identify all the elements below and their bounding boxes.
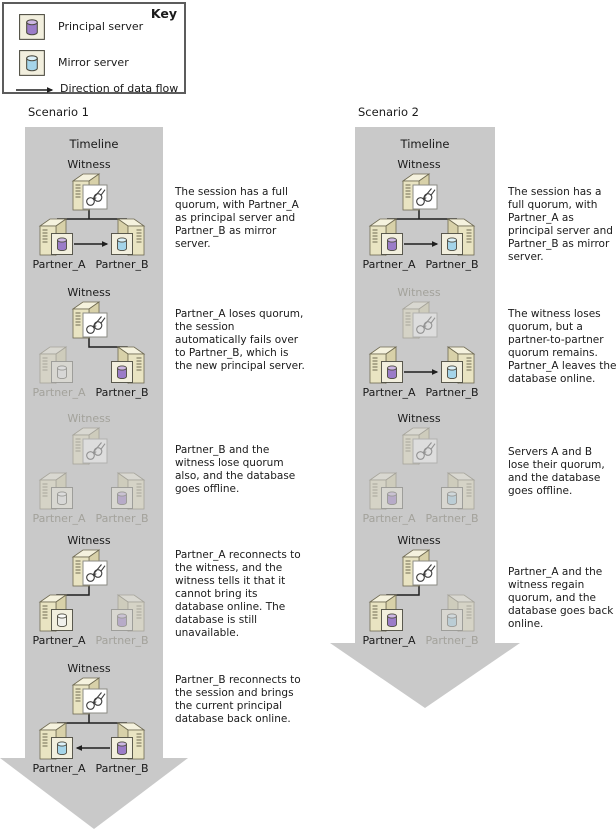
partner-b-icon — [112, 219, 145, 255]
witness-icon — [403, 174, 437, 210]
s1-stage3-diagram — [18, 412, 168, 524]
s1-stage5-diagram — [18, 662, 168, 774]
s1-stage1-description: The session has a full quorum, with Partner_A as principal server and Partner_B as mirror server. — [175, 186, 299, 250]
partner-a-icon — [40, 473, 73, 509]
s2-stage1-diagram — [348, 158, 498, 270]
partner-a-icon — [40, 219, 73, 255]
partner-b-icon — [442, 473, 475, 509]
partner-a-label: Partner_A — [32, 258, 86, 271]
partner-a-label: Partner_A — [362, 258, 416, 271]
witness-label: Witness — [397, 286, 441, 299]
witness-label: Witness — [397, 158, 441, 171]
partner-b-icon — [112, 595, 145, 631]
witness-icon — [403, 550, 437, 586]
witness-icon — [403, 302, 437, 338]
s1-stage2-diagram — [18, 286, 168, 398]
witness-icon — [73, 302, 107, 338]
scenario1-title: Scenario 1 — [28, 105, 89, 119]
partner-a-label: Partner_A — [32, 386, 86, 399]
partner-b-label: Partner_B — [95, 762, 149, 775]
mirror-server-label: Mirror server — [58, 56, 129, 69]
witness-label: Witness — [67, 534, 111, 547]
connector-lines — [57, 713, 127, 729]
s2-stage3-diagram — [348, 412, 498, 524]
partner-b-icon — [442, 347, 475, 383]
witness-label: Witness — [397, 412, 441, 425]
partner-b-label: Partner_B — [425, 386, 479, 399]
partner-a-icon — [370, 473, 403, 509]
mirror-server-icon — [18, 49, 46, 77]
connector-lines — [387, 209, 457, 225]
partner-a-label: Partner_A — [362, 386, 416, 399]
data-flow-label: Direction of data flow — [60, 82, 179, 95]
data-flow-arrow-icon — [14, 84, 60, 96]
partner-b-icon — [112, 347, 145, 383]
s2-stage4-description: Partner_A and the witness regain quorum, and the database goes back online. — [508, 566, 614, 630]
witness-label: Witness — [397, 534, 441, 547]
partner-b-label: Partner_B — [95, 258, 149, 271]
witness-label: Witness — [67, 412, 111, 425]
s2-stage4-diagram — [348, 534, 498, 646]
partner-a-label: Partner_A — [32, 762, 86, 775]
s1-stage4-diagram — [18, 534, 168, 646]
partner-b-label: Partner_B — [95, 512, 149, 525]
s1-stage4-description: Partner_A reconnects to the witness, and the witness tells it that it cannot bring its database online. The database is still unavailable. — [175, 549, 301, 639]
s2-stage1-description: The session has a full quorum, with Partner_A as principal server and Partner_B as mirror server. — [508, 186, 613, 263]
scenario1-timeline-label: Timeline — [69, 137, 119, 151]
witness-icon — [73, 174, 107, 210]
s2-stage3-description: Servers A and B lose their quorum, and the database goes offline. — [508, 446, 605, 497]
partner-a-icon — [370, 595, 403, 631]
witness-icon — [403, 428, 437, 464]
witness-label: Witness — [67, 158, 111, 171]
s1-stage2-description: Partner_A loses quorum, the session automatically fails over to Partner_B, which is the new principal server. — [175, 308, 305, 372]
witness-icon — [73, 550, 107, 586]
witness-label: Witness — [67, 662, 111, 675]
s2-stage2-diagram — [348, 286, 498, 398]
partner-a-icon — [40, 723, 73, 759]
partner-b-icon — [442, 219, 475, 255]
witness-icon — [73, 678, 107, 714]
principal-server-label: Principal server — [58, 20, 144, 33]
partner-a-label: Partner_A — [32, 512, 86, 525]
partner-b-icon — [112, 723, 145, 759]
s1-stage1-diagram — [18, 158, 168, 270]
partner-b-label: Partner_B — [425, 634, 479, 647]
key-title: Key — [150, 6, 177, 21]
partner-a-label: Partner_A — [362, 512, 416, 525]
partner-b-icon — [442, 595, 475, 631]
key-legend — [2, 2, 186, 94]
partner-a-icon — [370, 347, 403, 383]
witness-icon — [73, 428, 107, 464]
s1-stage5-description: Partner_B reconnects to the session and brings the current principal database back online. — [175, 674, 301, 725]
partner-a-label: Partner_A — [32, 634, 86, 647]
s1-stage3-description: Partner_B and the witness lose quorum also, and the database goes offline. — [175, 444, 296, 495]
s2-stage2-description: The witness loses quorum, but a partner-to-partner quorum remains. Partner_A leaves the database online. — [508, 308, 616, 385]
partner-a-label: Partner_A — [362, 634, 416, 647]
partner-b-label: Partner_B — [425, 512, 479, 525]
witness-label: Witness — [67, 286, 111, 299]
principal-server-icon — [18, 13, 46, 41]
partner-a-icon — [40, 595, 73, 631]
connector-lines — [57, 209, 127, 225]
partner-b-label: Partner_B — [425, 258, 479, 271]
partner-a-icon — [40, 347, 73, 383]
partner-b-label: Partner_B — [95, 634, 149, 647]
partner-b-icon — [112, 473, 145, 509]
partner-b-label: Partner_B — [95, 386, 149, 399]
scenario2-title: Scenario 2 — [358, 105, 419, 119]
scenario2-timeline-label: Timeline — [400, 137, 450, 151]
partner-a-icon — [370, 219, 403, 255]
